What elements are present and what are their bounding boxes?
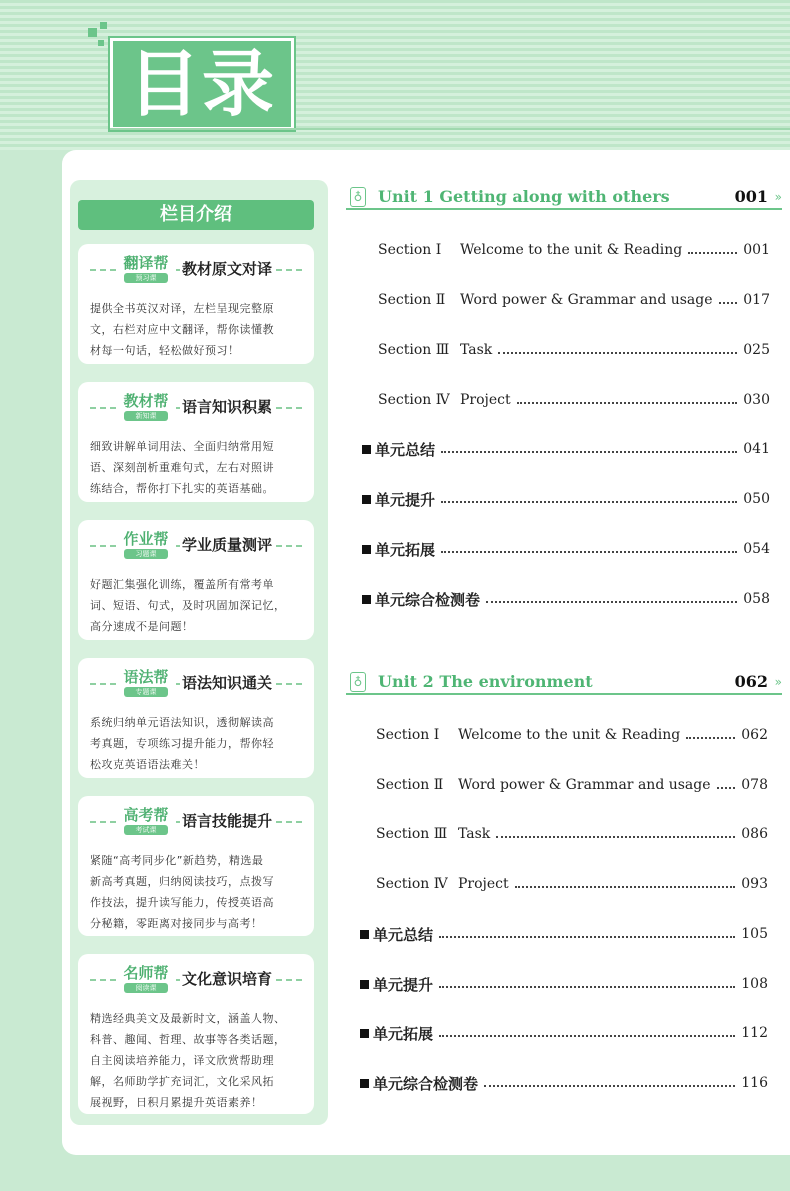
card-header bbox=[90, 668, 302, 702]
toc-extra-row[interactable]: 单元提升 108 bbox=[360, 973, 768, 995]
dashed-line bbox=[90, 545, 116, 547]
intro-card bbox=[78, 382, 314, 502]
intro-card bbox=[78, 796, 314, 936]
toc-row[interactable]: Section Ⅳ Project 093 bbox=[376, 876, 768, 892]
intro-card bbox=[78, 244, 314, 364]
toc-extra-row[interactable]: 单元总结 041 bbox=[362, 438, 770, 460]
intro-card bbox=[78, 520, 314, 640]
unit-page: 062 bbox=[734, 672, 768, 691]
intro-card bbox=[78, 954, 314, 1114]
card-topic: 语言技能提升 bbox=[182, 812, 273, 830]
toc-row[interactable]: Section Ⅱ Word power & Grammar and usage 017 bbox=[378, 292, 770, 308]
square-bullet-icon bbox=[362, 445, 371, 454]
toc-row[interactable]: Section Ⅱ Word power & Grammar and usage 078 bbox=[376, 777, 768, 793]
card-header bbox=[90, 530, 302, 564]
card-description: 提供全书英汉对译，左栏呈现完整原 文，右栏对应中文翻译，帮你读懂教 材每一句话，轻松做好预习！ bbox=[90, 302, 274, 357]
unit-page: 001 bbox=[734, 187, 768, 206]
toc-row[interactable]: Section Ⅲ Task 086 bbox=[376, 826, 768, 842]
square-bullet-icon bbox=[360, 1079, 369, 1088]
card-description: 紧随“高考同步化”新趋势，精选最 新高考真题，归纳阅读技巧，点拨写 作技法，提升读写能力，传授英语高 分秘籍，零距离对接同步与高考！ bbox=[90, 854, 274, 930]
card-badge: 名师帮 阅读课 bbox=[123, 964, 169, 992]
card-header bbox=[90, 254, 302, 288]
card-topic: 语言知识积累 bbox=[182, 398, 273, 416]
card-topic: 学业质量测评 bbox=[182, 536, 273, 554]
card-badge: 作业帮 习题课 bbox=[123, 530, 169, 558]
page-title: 目录 bbox=[110, 38, 294, 130]
toc-extra-row[interactable]: 单元拓展 112 bbox=[360, 1022, 768, 1044]
square-bullet-icon bbox=[362, 595, 371, 604]
card-badge: 高考帮 考试课 bbox=[123, 806, 169, 834]
toc-extra-row[interactable]: 单元提升 050 bbox=[362, 488, 770, 510]
dashed-line bbox=[90, 683, 116, 685]
decor-square bbox=[98, 40, 104, 46]
decor-square bbox=[100, 22, 107, 29]
card-topic: 语法知识通关 bbox=[182, 674, 273, 692]
square-bullet-icon bbox=[360, 1029, 369, 1038]
unit-heading[interactable] bbox=[346, 186, 782, 210]
card-header bbox=[90, 964, 302, 998]
unit-underline bbox=[346, 693, 782, 695]
lightbulb-icon: ♁ bbox=[350, 672, 366, 692]
card-badge: 语法帮 专题课 bbox=[123, 668, 169, 696]
intro-card bbox=[78, 658, 314, 778]
double-chevron-icon: » bbox=[774, 190, 782, 204]
unit-title: Unit 1 Getting along with others bbox=[378, 187, 670, 206]
toc-extra-row[interactable]: 单元综合检测卷 058 bbox=[362, 588, 770, 610]
square-bullet-icon bbox=[360, 980, 369, 989]
card-description: 好题汇集强化训练，覆盖所有常考单 词、短语、句式，及时巩固加深记忆， 高分速成不是问题！ bbox=[90, 578, 286, 633]
square-bullet-icon bbox=[360, 930, 369, 939]
card-description: 系统归纳单元语法知识，透彻解读高 考真题，专项练习提升能力，帮你轻 松攻克英语语法难关！ bbox=[90, 716, 274, 771]
toc-row[interactable]: Section Ⅰ Welcome to the unit & Reading 001 bbox=[378, 242, 770, 258]
card-header bbox=[90, 806, 302, 840]
dashed-line bbox=[90, 269, 116, 271]
unit-underline bbox=[346, 208, 782, 210]
square-bullet-icon bbox=[362, 495, 371, 504]
dashed-line bbox=[90, 979, 116, 981]
toc-extra-row[interactable]: 单元综合检测卷 116 bbox=[360, 1072, 768, 1094]
toc-row[interactable]: Section Ⅲ Task 025 bbox=[378, 342, 770, 358]
title-underline bbox=[110, 128, 790, 130]
card-badge: 翻译帮 预习课 bbox=[123, 254, 169, 282]
card-topic: 文化意识培育 bbox=[182, 970, 273, 988]
dashed-line bbox=[90, 821, 116, 823]
card-topic: 教材原文对译 bbox=[182, 260, 273, 278]
toc-row[interactable]: Section Ⅳ Project 030 bbox=[378, 392, 770, 408]
card-description: 精选经典美文及最新时文，涵盖人物、 科普、趣闻、哲理、故事等各类话题， 自主阅读培养能力，译文欣赏帮助理 解，名师助学扩充词汇，文化采风拓 展视野，日积月累提升英语素养！ bbox=[90, 1012, 286, 1109]
decor-square bbox=[88, 28, 97, 37]
toc-row[interactable]: Section Ⅰ Welcome to the unit & Reading 062 bbox=[376, 727, 768, 743]
dashed-line bbox=[90, 407, 116, 409]
card-description: 细致讲解单词用法、全面归纳常用短 语、深刻剖析重难句式，左右对照讲 练结合，帮你打下扎实的英语基础。 bbox=[90, 440, 274, 495]
toc-extra-row[interactable]: 单元拓展 054 bbox=[362, 538, 770, 560]
unit-heading[interactable] bbox=[346, 671, 782, 695]
card-header bbox=[90, 392, 302, 426]
unit-title: Unit 2 The environment bbox=[378, 672, 593, 691]
square-bullet-icon bbox=[362, 545, 371, 554]
lightbulb-icon: ♁ bbox=[350, 187, 366, 207]
double-chevron-icon: » bbox=[774, 675, 782, 689]
card-badge: 教材帮 新知课 bbox=[123, 392, 169, 420]
toc-extra-row[interactable]: 单元总结 105 bbox=[360, 923, 768, 945]
intro-title: 栏目介绍 bbox=[78, 200, 314, 230]
